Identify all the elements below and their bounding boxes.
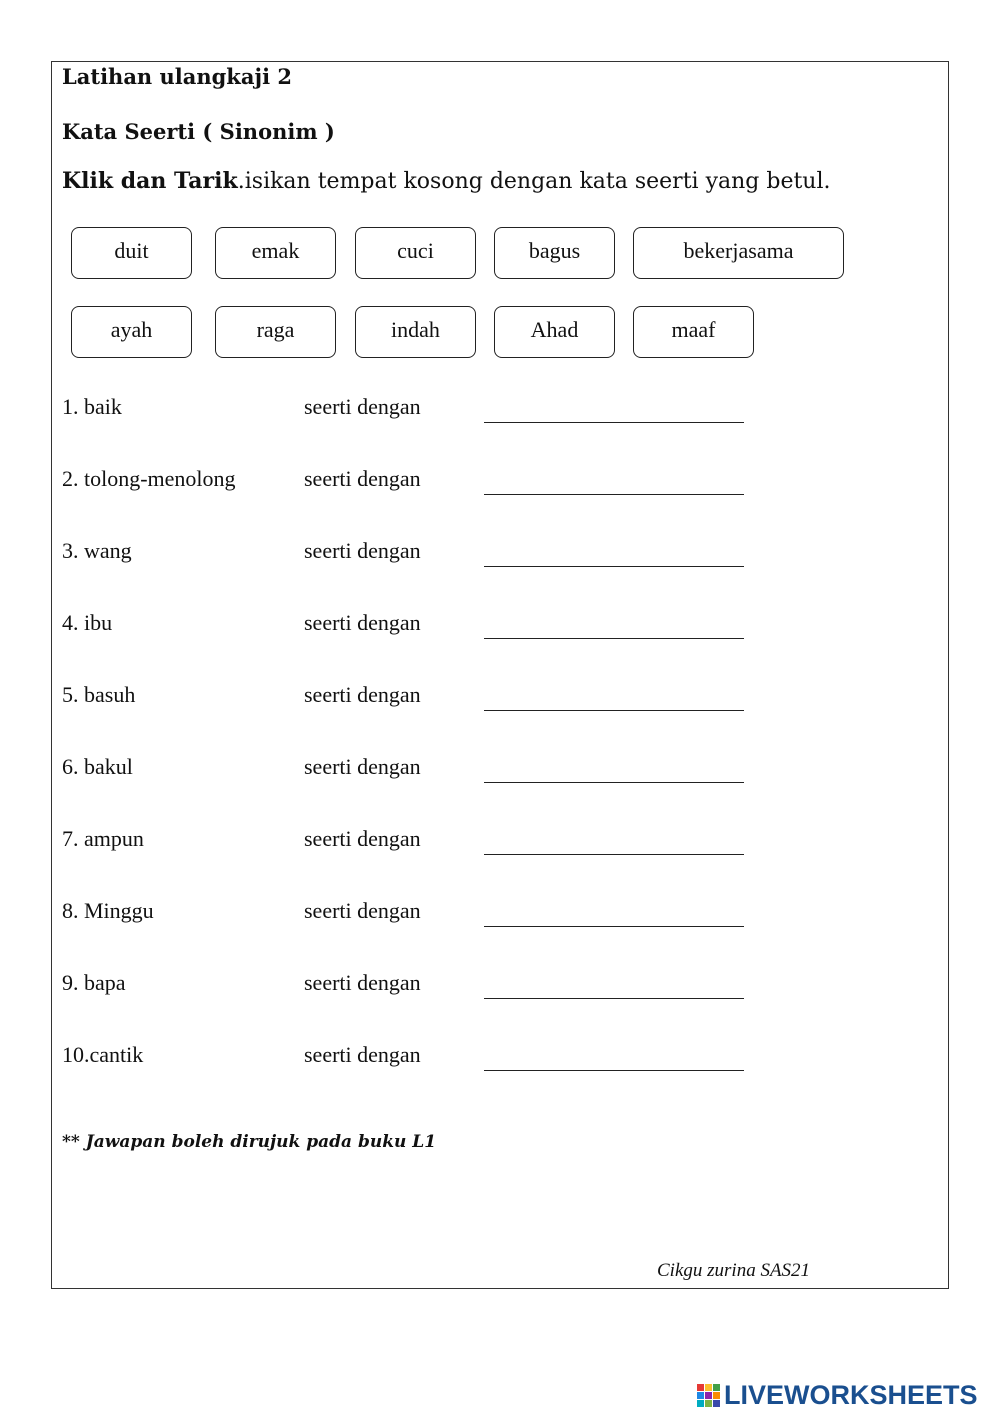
connector-text: seerti dengan — [304, 394, 421, 419]
answer-blank[interactable] — [484, 400, 744, 423]
word-bank-indah[interactable]: indah — [355, 306, 476, 358]
word-bank-ahad[interactable]: Ahad — [494, 306, 615, 358]
question-row — [62, 610, 762, 650]
question-label: 2. tolong-menolong — [62, 466, 236, 491]
word-bank-cuci[interactable]: cuci — [355, 227, 476, 279]
logo-square — [705, 1384, 712, 1391]
teacher-signature: Cikgu zurina SAS21 — [657, 1260, 811, 1281]
logo-square — [697, 1400, 704, 1407]
question-label: 3. wang — [62, 538, 132, 563]
logo-square — [697, 1384, 704, 1391]
connector-text: seerti dengan — [304, 826, 421, 851]
connector-text: seerti dengan — [304, 898, 421, 923]
question-label: 7. ampun — [62, 826, 144, 851]
question-row — [62, 466, 762, 506]
answer-blank[interactable] — [484, 832, 744, 855]
connector-text: seerti dengan — [304, 1042, 421, 1067]
word-bank-emak[interactable]: emak — [215, 227, 336, 279]
logo-square — [713, 1384, 720, 1391]
question-row — [62, 682, 762, 722]
question-row — [62, 1042, 762, 1082]
answer-blank[interactable] — [484, 544, 744, 567]
liveworksheets-logo-icon — [697, 1384, 720, 1407]
word-bank-bekerjasama[interactable]: bekerjasama — [633, 227, 844, 279]
answer-blank[interactable] — [484, 904, 744, 927]
instruction-bold: Klik dan Tarik — [62, 168, 238, 194]
connector-text: seerti dengan — [304, 970, 421, 995]
connector-text: seerti dengan — [304, 682, 421, 707]
question-row — [62, 898, 762, 938]
liveworksheets-wordmark: LIVEWORKSHEETS — [724, 1379, 978, 1410]
logo-square — [705, 1400, 712, 1407]
question-label: 4. ibu — [62, 610, 113, 635]
word-bank-ayah[interactable]: ayah — [71, 306, 192, 358]
answer-blank[interactable] — [484, 760, 744, 783]
question-row — [62, 970, 762, 1010]
logo-square — [713, 1392, 720, 1399]
instruction — [62, 168, 831, 194]
word-bank-maaf[interactable]: maaf — [633, 306, 754, 358]
connector-text: seerti dengan — [304, 466, 421, 491]
answer-blank[interactable] — [484, 472, 744, 495]
question-row — [62, 538, 762, 578]
logo-square — [713, 1400, 720, 1407]
logo-square — [705, 1392, 712, 1399]
word-bank-duit[interactable]: duit — [71, 227, 192, 279]
answer-blank[interactable] — [484, 688, 744, 711]
instruction-text: .isikan tempat kosong dengan kata seerti yang betul. — [237, 169, 831, 194]
logo-square — [697, 1392, 704, 1399]
word-bank-raga[interactable]: raga — [215, 306, 336, 358]
worksheet-subtitle: Kata Seerti ( Sinonim ) — [62, 119, 335, 144]
answer-blank[interactable] — [484, 616, 744, 639]
word-bank-bagus[interactable]: bagus — [494, 227, 615, 279]
question-label: 1. baik — [62, 394, 122, 419]
question-label: 8. Minggu — [62, 898, 154, 923]
worksheet-title: Latihan ulangkaji 2 — [62, 64, 292, 89]
answer-reference-note: ** Jawapan boleh dirujuk pada buku L1 — [62, 1132, 437, 1152]
question-label: 10.cantik — [62, 1042, 144, 1067]
connector-text: seerti dengan — [304, 610, 421, 635]
connector-text: seerti dengan — [304, 754, 421, 779]
question-label: 5. basuh — [62, 682, 136, 707]
question-row — [62, 754, 762, 794]
liveworksheets-logo[interactable] — [697, 1378, 978, 1412]
question-label: 9. bapa — [62, 970, 126, 995]
question-label: 6. bakul — [62, 754, 133, 779]
answer-blank[interactable] — [484, 1048, 744, 1071]
answer-blank[interactable] — [484, 976, 744, 999]
question-row — [62, 826, 762, 866]
question-row — [62, 394, 762, 434]
connector-text: seerti dengan — [304, 538, 421, 563]
